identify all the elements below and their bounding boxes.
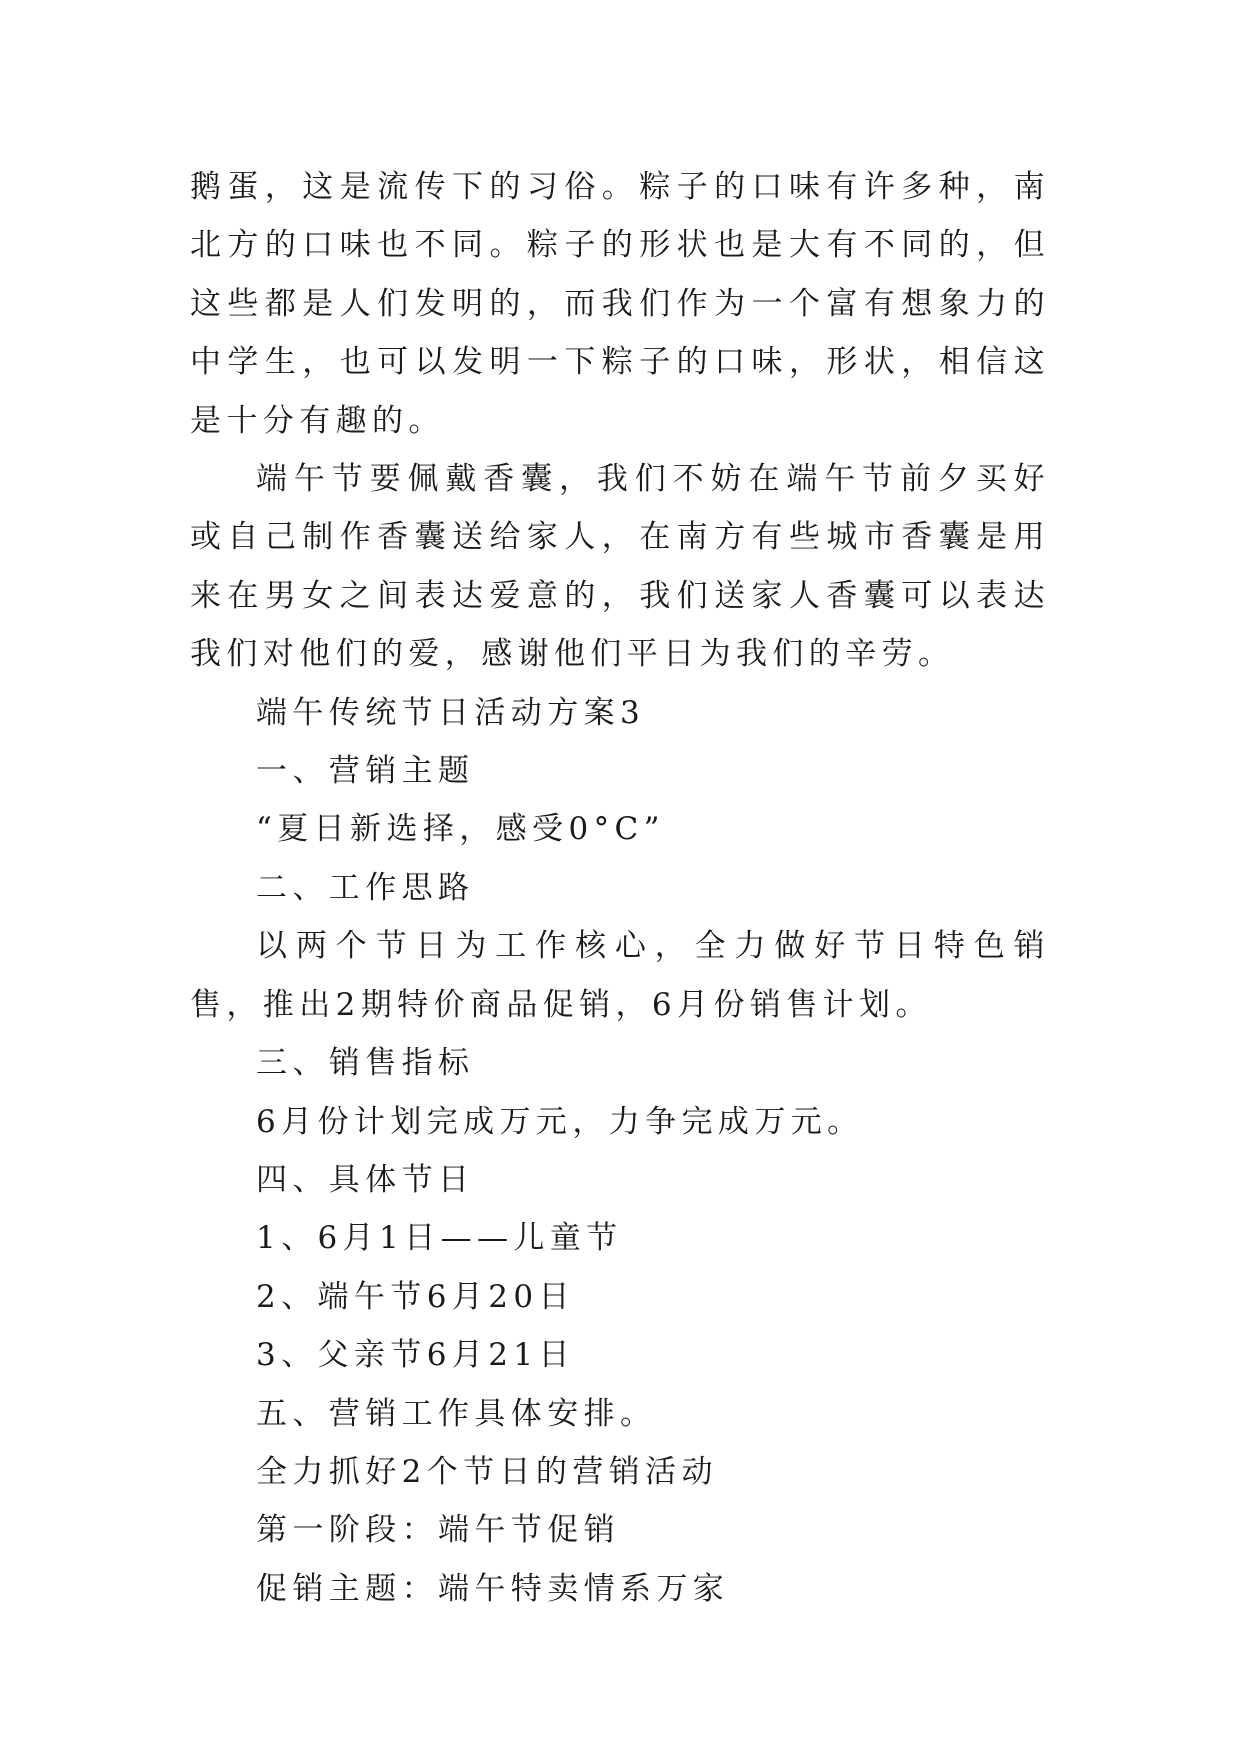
heading-arrangement: 五、营销工作具体安排。 — [256, 1395, 657, 1432]
holiday-item: 2、端午节6月20日 — [256, 1278, 575, 1315]
document-body — [190, 158, 1050, 1618]
heading-sales-target: 三、销售指标 — [256, 1045, 475, 1082]
section-title: 端午传统节日活动方案3 — [256, 694, 646, 731]
promo-theme-text: 促销主题：端午特卖情系万家 — [256, 1570, 730, 1607]
holiday-item: 1、6月1日——儿童节 — [256, 1220, 623, 1257]
heading-work-approach: 二、工作思路 — [256, 869, 475, 906]
holiday-item: 3、父亲节6月21日 — [256, 1337, 575, 1374]
arrangement-text: 全力抓好2个节日的营销活动 — [256, 1453, 718, 1490]
theme-slogan: “夏日新选择，感受0°C” — [256, 811, 665, 848]
sales-target-text: 6月份计划完成万元，力争完成万元。 — [256, 1103, 864, 1140]
paragraph-zongzi: 鹅蛋，这是流传下的习俗。粽子的口味有许多种，南北方的口味也不同。粽子的形状也是大有不同的，但这些都是人们发明的，而我们作为一个富有想象力的中学生，也可以发明一下粽子的口味，形状，相信这是十分有趣的。 — [190, 169, 1050, 439]
paragraph-work-approach: 以两个节日为工作核心，全力做好节日特色销售，推出2期特价商品促销，6月份销售计划。 — [190, 928, 1050, 1023]
heading-holidays: 四、具体节日 — [256, 1161, 475, 1198]
heading-marketing-theme: 一、营销主题 — [256, 753, 475, 790]
paragraph-sachet: 端午节要佩戴香囊，我们不妨在端午节前夕买好或自己制作香囊送给家人，在南方有些城市香囊是用来在男女之间表达爱意的，我们送家人香囊可以表达我们对他们的爱，感谢他们平日为我们的辛劳。 — [190, 461, 1050, 673]
stage-one-text: 第一阶段：端午节促销 — [256, 1512, 620, 1549]
